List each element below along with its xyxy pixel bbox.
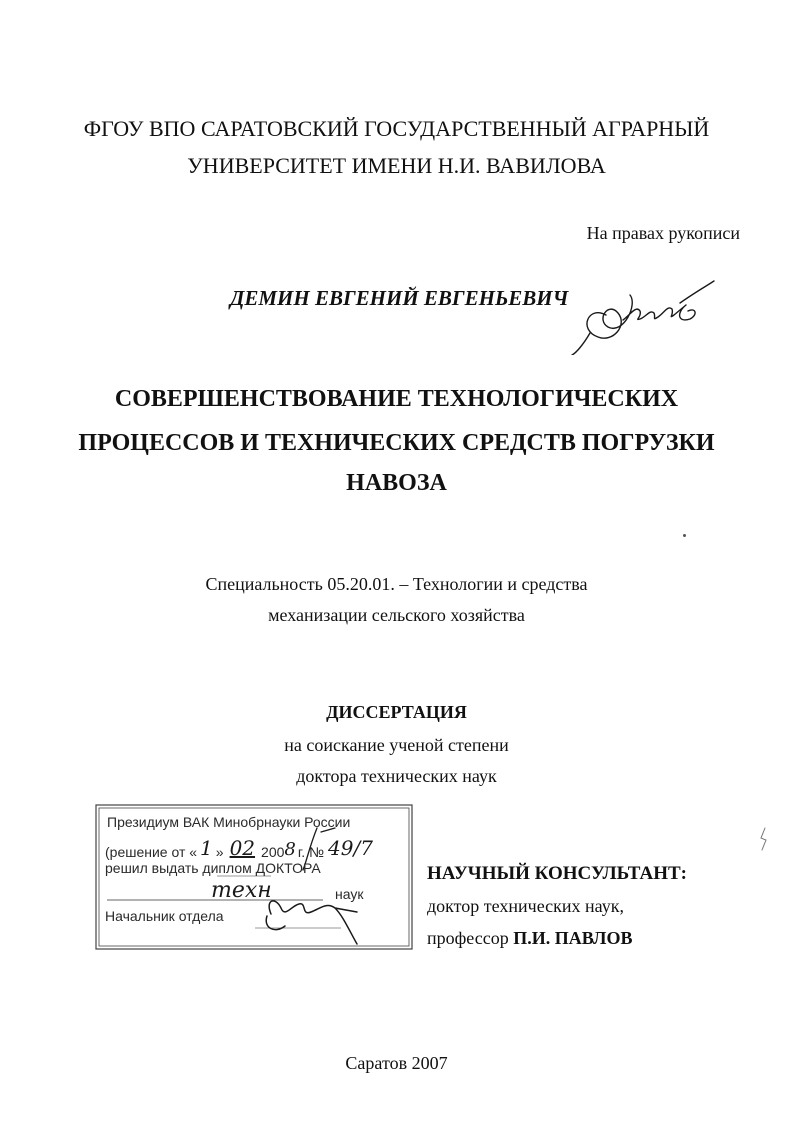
title-line-3: НАВОЗА: [346, 470, 447, 496]
stamp-signature: [266, 901, 357, 944]
consultant-title: профессор: [427, 928, 509, 948]
title-line-1: СОВЕРШЕНСТВОВАНИЕ ТЕХНОЛОГИЧЕСКИХ: [114, 386, 679, 412]
institution-line-1: ФГОУ ВПО САРАТОВСКИЙ ГОСУДАРСТВЕННЫЙ АГРАРНЫЙ: [83, 116, 710, 141]
degree-line-1: на соискание ученой степени: [284, 735, 509, 755]
dissertation-label: ДИССЕРТАЦИЯ: [326, 702, 467, 722]
stamp-line-2: [105, 838, 373, 862]
city-year: Саратов 2007: [345, 1053, 448, 1073]
author-name: ДЕМИН ЕВГЕНИЙ ЕВГЕНЬЕВИЧ: [230, 286, 569, 310]
stamp-number-label: г. №: [297, 844, 325, 860]
degree-line-2: доктора технических наук: [296, 766, 497, 786]
stamp-year-prefix: 200: [261, 844, 285, 860]
stamp-line-4-suffix: наук: [335, 886, 364, 902]
margin-mark: [757, 826, 769, 852]
vak-stamp: [95, 804, 415, 952]
stamp-year-digit: 8: [284, 839, 296, 860]
consultant-name: П.И. ПАВЛОВ: [513, 928, 633, 948]
scan-speck: [683, 534, 686, 537]
consultant-degree: доктор технических наук,: [427, 896, 624, 916]
manuscript-note: На правах рукописи: [586, 223, 740, 243]
stamp-quote: »: [215, 844, 224, 860]
stamp-handwritten-field: техн: [211, 878, 272, 903]
stamp-decision-prefix: (решение от «: [105, 844, 198, 860]
consultant-heading: НАУЧНЫЙ КОНСУЛЬТАНТ:: [427, 863, 687, 884]
institution-line-2: УНИВЕРСИТЕТ ИМЕНИ Н.И. ВАВИЛОВА: [187, 153, 606, 178]
specialty-line-2: механизации сельского хозяйства: [268, 605, 525, 625]
stamp-line-3: решил выдать диплом ДОКТОРА: [105, 860, 321, 876]
stamp-line-1: Президиум ВАК Минобрнауки России: [107, 814, 351, 830]
stamp-day: 1: [200, 836, 213, 860]
title-line-2: ПРОЦЕССОВ И ТЕХНИЧЕСКИХ СРЕДСТВ ПОГРУЗКИ: [78, 430, 715, 456]
stamp-month: 02: [229, 836, 256, 860]
stamp-line-5: Начальник отдела: [105, 908, 224, 924]
stamp-decision-number: 49/7: [328, 836, 373, 860]
specialty-line-1: Специальность 05.20.01. – Технологии и средства: [205, 574, 588, 594]
author-signature: [568, 275, 718, 355]
consultant-name-line: [427, 928, 632, 949]
